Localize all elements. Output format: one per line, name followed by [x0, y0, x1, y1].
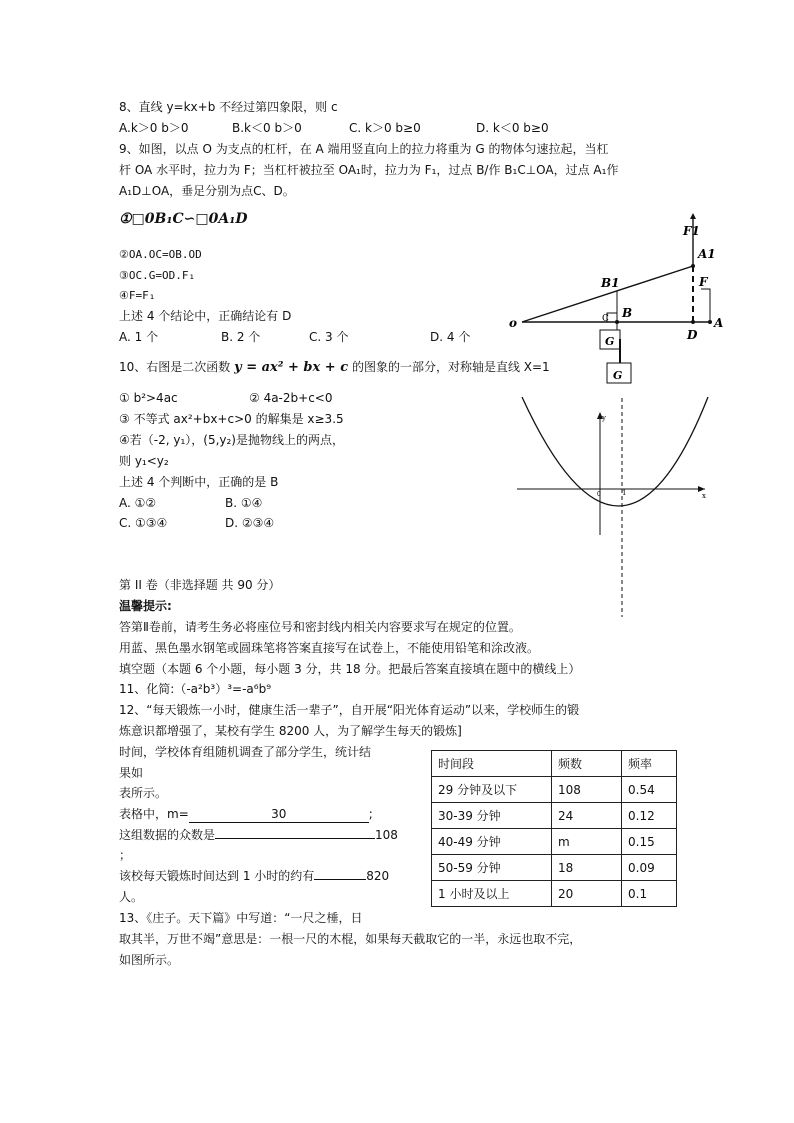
q10-statement-4a: ④若（-2, y₁），(5,y₂)是抛物线上的两点，	[119, 433, 344, 447]
q12-mode-underline	[215, 838, 375, 839]
q13-line1: 13、《庄子。天下篇》中写道：“一尺之棰，日	[119, 911, 363, 925]
table-row	[432, 855, 677, 881]
tip-title: 温馨提示:	[119, 599, 172, 613]
table-cell: 0.1	[622, 881, 677, 907]
fill-in-intro: 填空题（本题 6 个小题，每小题 3 分，共 18 分。把最后答案直接填在题中的横线上）	[119, 662, 581, 676]
point-a	[708, 320, 712, 324]
table-row	[432, 881, 677, 907]
q12-count-end: 人。	[119, 890, 144, 904]
table-cell: 50-59 分钟	[432, 855, 552, 881]
label-g-upper: G	[605, 335, 615, 348]
q10-option-c: C. ①③④	[119, 516, 168, 530]
q10-statement-3: ③ 不等式 ax²+bx+c>0 的解集是 x≥3.5	[119, 412, 344, 426]
q9-conclusion-2: ②OA.OC=OB.OD	[119, 248, 202, 261]
label-a: A	[714, 316, 724, 330]
q8-option-c: C. k＞0 b≥0	[349, 121, 421, 135]
label-b1: B1	[601, 276, 620, 290]
q12-count-underline	[314, 879, 366, 880]
tick-label-1: 1	[622, 489, 627, 497]
q12-line4: 果如	[119, 766, 144, 780]
q8-option-b: B.k＜0 b＞0	[232, 121, 302, 135]
tip-line-2: 用蓝、黑色墨水钢笔或圆珠笔将答案直接写在试卷上，不能使用铅笔和涂改液。	[119, 641, 540, 655]
q9-summary: 上述 4 个结论中，正确结论有 D	[119, 309, 292, 323]
table-cell: 40-49 分钟	[432, 829, 552, 855]
q12-mode-end: ；	[119, 848, 132, 862]
q11-text: 11、化简:（-a²b³）³=-a⁶b⁹	[119, 682, 272, 696]
q9-stem-line3: A₁D⊥OA，垂足分别为点C、D。	[119, 184, 295, 198]
table-cell: 24	[552, 803, 622, 829]
q10-stem	[119, 359, 550, 376]
force-f-bracket	[701, 289, 710, 322]
label-c: C	[602, 314, 609, 324]
y-axis-label: y	[602, 414, 606, 422]
q12-count-label: 该校每天锻炼时间达到 1 小时的约有	[119, 869, 315, 883]
q10-statement-4b: 则 y₁<y₂	[119, 454, 169, 468]
q8-option-a: A.k＞0 b＞0	[119, 121, 189, 135]
table-header-row	[432, 751, 677, 777]
table-cell: 1 小时及以上	[432, 881, 552, 907]
q10-statement-2: ② 4a-2b+c<0	[249, 391, 333, 405]
q9-stem-line2: 杆 OA 水平时，拉力为 F；当杠杆被拉至 OA₁时，拉力为 F₁，过点 B/作 B₁C⊥OA，过点 A₁作	[119, 163, 619, 177]
q9-option-b: B. 2 个	[221, 330, 261, 344]
point-d	[691, 320, 695, 324]
q12-m-blank: 30	[189, 806, 369, 823]
table-cell: 0.09	[622, 855, 677, 881]
q12-line1: 12、“每天锻炼一小时，健康生活一辈子”，自开展“阳光体育运动”以来，学校师生的锻	[119, 703, 580, 717]
label-f1: F1	[683, 224, 700, 238]
q12-mode-value: 108	[375, 828, 398, 842]
label-f: F	[699, 275, 708, 289]
table-cell: 0.15	[622, 829, 677, 855]
parabola-curve	[522, 397, 708, 506]
q13-line3: 如图所示。	[119, 953, 180, 967]
table-cell: 20	[552, 881, 622, 907]
origin-label: 0	[597, 491, 601, 498]
q10-formula: y = ax² + bx + c	[234, 360, 349, 375]
label-g-lower: G	[613, 369, 623, 382]
frequency-table	[431, 750, 677, 907]
table-row	[432, 777, 677, 803]
q10-statement-1: ① b²>4ac	[119, 391, 178, 405]
label-d: D	[687, 328, 698, 342]
point-a1	[691, 264, 695, 268]
table-row	[432, 803, 677, 829]
q12-m-answer	[119, 806, 373, 823]
q10-stem-post: 的图象的一部分，对称轴是直线 X=1	[351, 360, 550, 374]
table-header: 频率	[622, 751, 677, 777]
q12-count-value: 820	[366, 869, 390, 883]
q10-option-b: B. ①④	[225, 496, 263, 510]
q9-stem-line1: 9、如图，以点 O 为支点的杠杆，在 A 端用竖直向上的拉力将重为 G 的物体匀速拉起，当杠	[119, 142, 609, 156]
table-cell: 0.54	[622, 777, 677, 803]
q9-option-d: D. 4 个	[430, 330, 471, 344]
q10-summary: 上述 4 个判断中，正确的是 B	[119, 475, 279, 489]
x-axis-label: x	[702, 492, 706, 500]
q12-count-answer	[119, 868, 389, 884]
label-o: o	[509, 316, 518, 330]
q9-conclusion-1: ①□0B₁C∽□0A₁D	[119, 211, 248, 227]
q9-option-c: C. 3 个	[309, 330, 349, 344]
q12-mode-answer	[119, 827, 398, 843]
part2-heading: 第 II 卷（非选择题 共 90 分）	[119, 578, 281, 592]
q12-line3: 时间，学校体育组随机调查了部分学生，统计结	[119, 745, 372, 759]
table-cell: 0.12	[622, 803, 677, 829]
table-cell: 18	[552, 855, 622, 881]
q9-conclusion-3: ③OC.G=OD.F₁	[119, 269, 196, 282]
q10-option-a: A. ①②	[119, 496, 157, 510]
label-b: B	[622, 306, 633, 320]
table-cell: 108	[552, 777, 622, 803]
q12-line2: 炼意识都增强了，某校有学生 8200 人，为了解学生每天的锻炼]	[119, 724, 462, 738]
point-b	[615, 320, 619, 324]
table-cell: 30-39 分钟	[432, 803, 552, 829]
table-cell: m	[552, 829, 622, 855]
q10-option-d: D. ②③④	[225, 516, 275, 530]
q12-m-label: 表格中，m=	[119, 807, 189, 821]
table-header: 时间段	[432, 751, 552, 777]
q12-m-end: ;	[368, 807, 373, 821]
q9-option-a: A. 1 个	[119, 330, 159, 344]
q8-option-d: D. k＜0 b≥0	[476, 121, 549, 135]
table-row	[432, 829, 677, 855]
tip-line-1: 答第Ⅱ卷前，请考生务必将座位号和密封线内相关内容要求写在规定的位置。	[119, 620, 521, 634]
label-a1: A1	[698, 247, 716, 261]
q9-conclusion-4: ④F=F₁	[119, 289, 156, 302]
parabola-graph	[512, 395, 717, 620]
q13-line2: 取其半，万世不竭”意思是：一根一尺的木棍，如果每天截取它的一半，永远也取不完，	[119, 932, 582, 946]
q10-stem-pre: 10、右图是二次函数	[119, 360, 231, 374]
table-header: 频数	[552, 751, 622, 777]
q8-stem: 8、直线 y=kx+b 不经过第四象限，则 c	[119, 100, 338, 114]
table-cell: 29 分钟及以下	[432, 777, 552, 803]
q12-mode-label: 这组数据的众数是	[119, 828, 216, 842]
force-f1-arrowhead	[690, 213, 696, 219]
q12-line5: 表所示。	[119, 786, 168, 800]
